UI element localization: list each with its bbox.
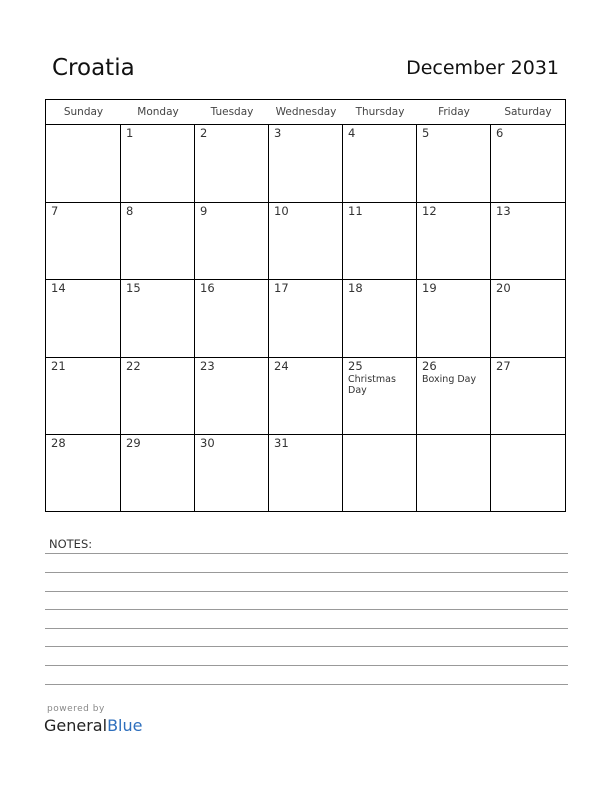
- day-number: 3: [274, 126, 282, 140]
- weekday-header-row: [46, 100, 565, 125]
- day-cell[interactable]: [343, 202, 417, 280]
- day-cell[interactable]: [491, 434, 565, 512]
- weekday-label-thursday: Thursday: [355, 106, 405, 118]
- day-number: 2: [200, 126, 208, 140]
- day-cell[interactable]: [491, 202, 565, 280]
- day-number: 16: [200, 281, 215, 296]
- notes-label: NOTES:: [49, 537, 93, 551]
- logo-text-blue: Blue: [107, 716, 143, 735]
- day-number: 18: [348, 281, 363, 296]
- day-number: 31: [274, 436, 289, 451]
- day-cell[interactable]: [269, 124, 343, 202]
- day-number: 17: [274, 281, 289, 296]
- calendar-country-title: Croatia: [52, 55, 135, 81]
- day-number: 30: [200, 436, 215, 451]
- day-number: 4: [348, 126, 356, 140]
- weekday-label-saturday: Saturday: [504, 106, 552, 118]
- day-number: 20: [496, 281, 511, 296]
- day-number: 27: [496, 358, 511, 373]
- powered-by-text: powered by: [47, 704, 105, 714]
- weekday-label-friday: Friday: [438, 106, 470, 118]
- notes-line: [45, 665, 568, 666]
- day-number: 24: [274, 358, 289, 373]
- day-number: 15: [126, 281, 141, 296]
- day-number: 9: [200, 203, 208, 218]
- day-cell[interactable]: [417, 202, 491, 280]
- notes-line: [45, 646, 568, 647]
- day-cell[interactable]: [269, 357, 343, 435]
- notes-line: [45, 684, 568, 685]
- weekday-label-monday: Monday: [137, 106, 179, 118]
- generalblue-logo[interactable]: [44, 716, 142, 735]
- day-number: 26: [422, 358, 437, 373]
- day-cell[interactable]: [46, 202, 121, 280]
- day-number: 25: [348, 358, 363, 373]
- holiday-label: Boxing Day: [422, 373, 477, 385]
- day-cell[interactable]: [46, 434, 121, 512]
- day-cell[interactable]: [343, 434, 417, 512]
- day-cell[interactable]: [417, 434, 491, 512]
- day-number: 5: [422, 126, 430, 140]
- weekday-label-tuesday: Tuesday: [210, 106, 254, 118]
- day-cell[interactable]: [121, 434, 195, 512]
- day-cell[interactable]: [195, 124, 269, 202]
- weekday-label-sunday: Sunday: [63, 106, 104, 118]
- day-number: 12: [422, 203, 437, 218]
- notes-line: [45, 628, 568, 629]
- day-number: 10: [274, 203, 289, 218]
- logo-text-general: General: [44, 716, 108, 735]
- day-cell[interactable]: [491, 357, 565, 435]
- day-number: 8: [126, 203, 134, 218]
- day-cell[interactable]: [121, 202, 195, 280]
- weekday-label-wednesday: Wednesday: [275, 106, 337, 118]
- day-number: 22: [126, 358, 141, 373]
- day-cell[interactable]: [417, 124, 491, 202]
- day-cell[interactable]: [491, 124, 565, 202]
- day-number: 21: [51, 358, 66, 373]
- day-cell[interactable]: [195, 357, 269, 435]
- calendar-grid: [45, 99, 566, 512]
- day-cell[interactable]: [343, 357, 417, 435]
- day-number: 14: [51, 281, 66, 296]
- day-number: 11: [348, 203, 363, 218]
- day-number: 13: [496, 203, 511, 218]
- day-number: 29: [126, 436, 141, 451]
- day-number: 19: [422, 281, 437, 296]
- day-cell[interactable]: [417, 279, 491, 357]
- day-cell[interactable]: [195, 434, 269, 512]
- day-cell[interactable]: [121, 279, 195, 357]
- day-number: 7: [51, 203, 59, 218]
- day-cell[interactable]: [269, 434, 343, 512]
- day-cell[interactable]: [121, 357, 195, 435]
- day-cell[interactable]: [195, 279, 269, 357]
- day-cell[interactable]: [46, 357, 121, 435]
- notes-line: [45, 553, 568, 554]
- day-cell[interactable]: [269, 202, 343, 280]
- calendar-month-title: December 2031: [406, 57, 559, 79]
- day-cell[interactable]: [46, 124, 121, 202]
- day-cell[interactable]: [343, 124, 417, 202]
- day-cell[interactable]: [417, 357, 491, 435]
- day-cell[interactable]: [343, 279, 417, 357]
- day-cell[interactable]: [195, 202, 269, 280]
- day-number: 6: [496, 126, 504, 140]
- notes-line: [45, 572, 568, 573]
- day-number: 28: [51, 436, 66, 451]
- day-cell[interactable]: [269, 279, 343, 357]
- holiday-label: Christmas Day: [348, 373, 396, 396]
- day-number: 23: [200, 358, 215, 373]
- day-cell[interactable]: [491, 279, 565, 357]
- notes-line: [45, 591, 568, 592]
- day-number: 1: [126, 126, 134, 140]
- notes-line: [45, 609, 568, 610]
- day-cell[interactable]: [46, 279, 121, 357]
- day-cell[interactable]: [121, 124, 195, 202]
